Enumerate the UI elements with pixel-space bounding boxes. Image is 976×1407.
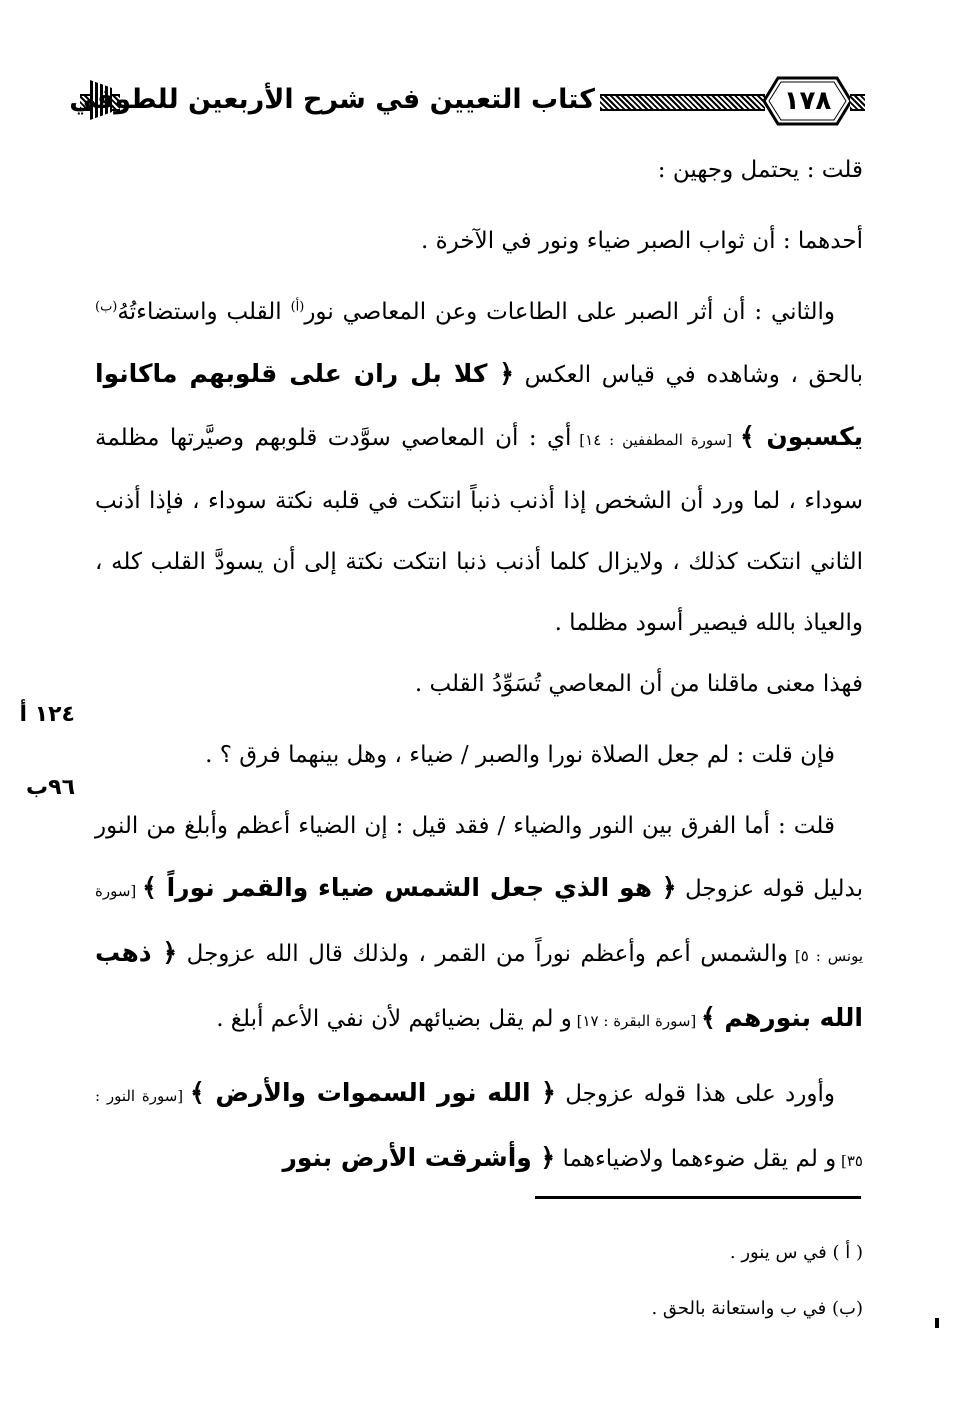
text-span: و لم يقل ضوءهما ولاضياءهما <box>555 1146 837 1172</box>
stray-mark <box>935 1318 939 1328</box>
text-span: بالحق ، وشاهده في قياس العكس <box>514 362 863 388</box>
quran-quote: ﴿ وأشرقت الأرض بنور <box>282 1143 556 1172</box>
text-span: أي : أن المعاصي سوَّدت قلوبهم وصيَّرتها مظلمة سوداء ، لما ورد أن الشخص إذا أذنب ذنباً انتكت في قلبه نكتة سوداء ، فإذا أذنب الثاني انتكت كذلك ، ولايزال كلما أذنب ذنبا انتكت نكتة إلى أن يسودَّ القلب كله ، والعياذ بالله فيصير أسود مظلما . <box>95 425 863 636</box>
paragraph-4: فإن قلت : لم جعل الصلاة نورا والصبر / ضياء ، وهل بينهما فرق ؟ . <box>205 742 835 768</box>
header-ornament-right <box>850 94 865 111</box>
text-span: و لم يقل بضيائهم لأن نفي الأعم أبلغ . <box>216 1006 572 1032</box>
page-number-badge <box>760 75 855 127</box>
margin-folio-note: ٩٦ب <box>26 775 75 800</box>
text-span: والثاني : أن أثر الصبر على الطاعات وعن المعاصي نور <box>304 299 835 325</box>
footnote-a: ( أ ) في س ينور . <box>729 1242 863 1263</box>
surah-citation: [سورة النور : ٣٥] <box>95 1087 863 1170</box>
footnote-marker-b: (ب) <box>95 299 118 315</box>
surah-citation: [سورة المطففين : ١٤] <box>571 431 740 449</box>
header-ornament-middle <box>600 94 765 111</box>
running-title: كتاب التعيين في شرح الأربعين للطوفي <box>69 84 595 115</box>
paragraph-1: قلت : يحتمل وجهين : <box>657 157 863 183</box>
paragraph-6 <box>95 1062 863 1192</box>
quran-quote: ﴿ كلا بل ران على قلوبهم ماكانوا يكسبون ﴾ <box>95 359 863 451</box>
page-header <box>69 72 865 130</box>
surah-citation: [سورة البقرة : ١٧] <box>571 1012 702 1030</box>
paragraph-2: أحدهما : أن ثواب الصبر ضياء ونور في الآخرة . <box>421 228 863 254</box>
text-span: والشمس أعم وأعظم نوراً من القمر ، ولذلك قال الله عزوجل <box>177 941 788 967</box>
quran-quote: ﴿ هو الذي جعل الشمس ضياء والقمر نوراً ﴾ <box>142 873 677 902</box>
margin-folio-note: ١٢٤ أ <box>19 702 75 727</box>
text-span: القلب واستضاءتُهُ <box>117 299 291 325</box>
paragraph-5 <box>95 796 863 1052</box>
text-span: وأورد على هذا قوله عزوجل <box>555 1081 836 1107</box>
quran-quote: ﴿ الله نور السموات والأرض ﴾ <box>189 1078 556 1107</box>
footnote-b: (ب) في ب واستعانة بالحق . <box>651 1298 863 1319</box>
main-text <box>95 140 863 1202</box>
footnotes <box>95 1225 863 1337</box>
footnote-marker-a: (أ) <box>290 299 305 315</box>
page-number: ١٧٨ <box>783 86 832 116</box>
text-span: قلت : أما الفرق بين النور والضياء / فقد قيل : إن الضياء أعظم وأبلغ من النور بدليل قوله عزوجل <box>95 813 863 902</box>
quran-quote: ﴿ ذهب الله بنورهم ﴾ <box>95 938 863 1032</box>
footnote-divider <box>535 1196 861 1199</box>
paragraph-3 <box>95 282 863 715</box>
text-span: فهذا معنى ماقلنا من أن المعاصي تُسَوِّدُ القلب . <box>414 671 863 697</box>
surah-citation: [سورة يونس : ٥] <box>95 882 863 965</box>
